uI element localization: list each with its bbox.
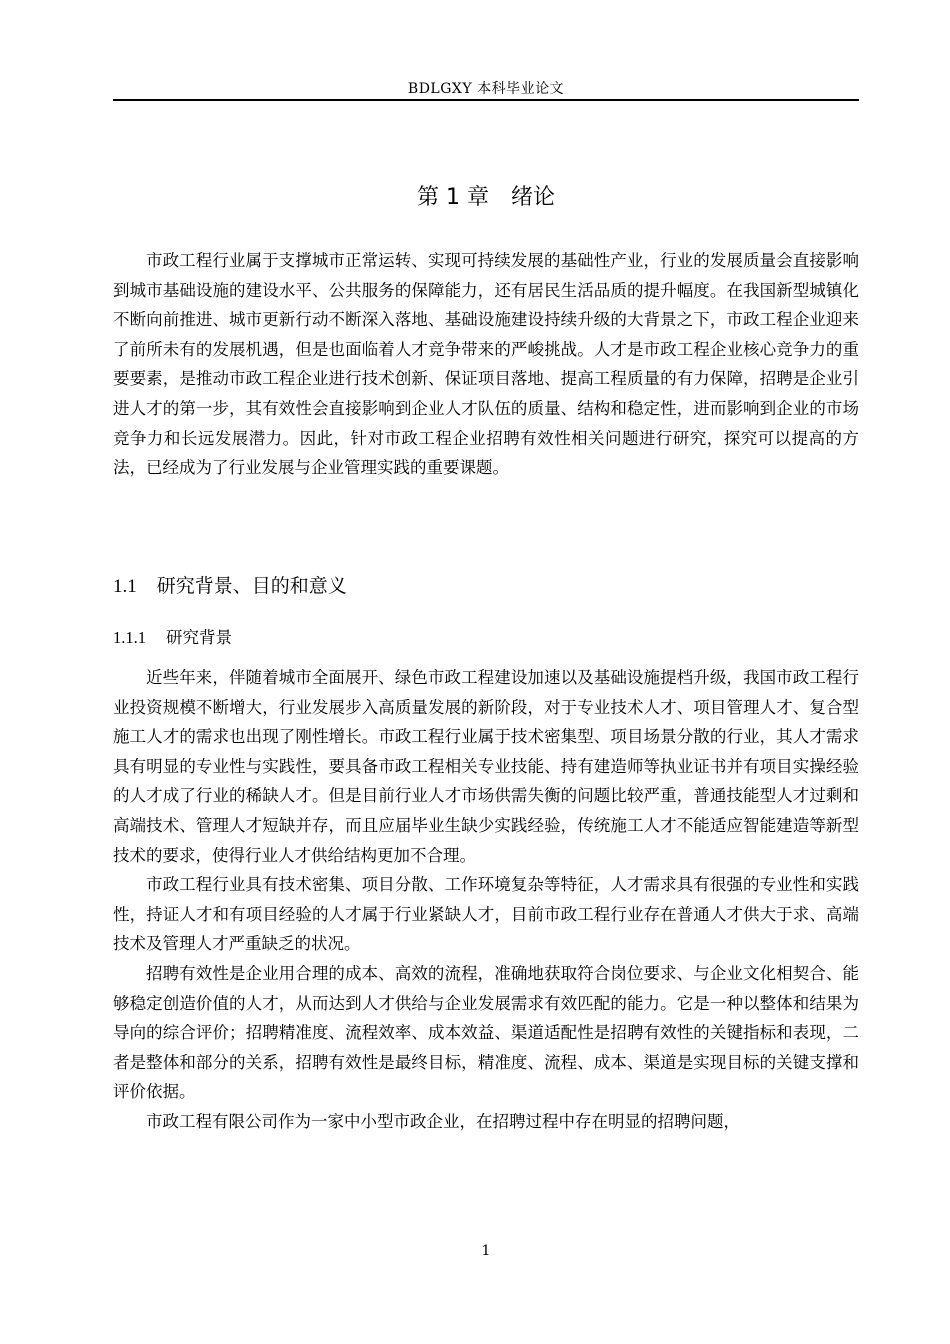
- section-heading-1-1: [113, 571, 347, 598]
- running-header: BDLGXY 本科毕业论文: [407, 81, 565, 97]
- body-paragraph: 近些年来，伴随着城市全面展开、绿色市政工程建设加速以及基础设施提档升级，我国市政工程行业投资规模不断增大，行业发展步入高质量发展的新阶段，对于专业技术人才、项目管理人才、复合型施工人才的需求也出现了刚性增长。市政工程行业属于技术密集型、项目场景分散的行业，其人才需求具有明显的专业性与实践性，要具备市政工程相关专业技能、持有建造师等执业证书并有项目实操经验的人才成了行业的稀缺人才。但是目前行业人才市场供需失衡的问题比较严重，普通技能型人才过剩和高端技术、管理人才短缺并存，而且应届毕业生缺少实践经验，传统施工人才不能适应智能建造等新型技术的要求，使得行业人才供给结构更加不合理。: [113, 668, 859, 865]
- chapter-title: 第 1 章 绪论: [417, 185, 555, 210]
- section-number: 1.1: [113, 576, 137, 597]
- subsection-number: 1.1.1: [113, 628, 146, 647]
- subsection-title: 研究背景: [166, 628, 232, 647]
- header-rule: [113, 99, 859, 101]
- intro-paragraph: 市政工程行业属于支撑城市正常运转、实现可持续发展的基础性产业，行业的发展质量会直接影响到城市基础设施的建设水平、公共服务的保障能力，还有居民生活品质的提升幅度。在我国新型城镇化不断向前推进、城市更新行动不断深入落地、基础设施建设持续升级的大背景之下，市政工程企业迎来了前所未有的发展机遇，但是也面临着人才竞争带来的严峻挑战。人才是市政工程企业核心竞争力的重要要素，是推动市政工程企业进行技术创新、保证项目落地、提高工程质量的有力保障，招聘是企业引进人才的第一步，其有效性会直接影响到企业人才队伍的质量、结构和稳定性，进而影响到企业的市场竞争力和长远发展潜力。因此，针对市政工程企业招聘有效性相关问题进行研究，探究可以提高的方法，已经成为了行业发展与企业管理实践的重要课题。: [113, 251, 859, 478]
- background-section: [113, 663, 859, 1137]
- intro-section: [113, 246, 859, 483]
- body-paragraph: 市政工程行业具有技术密集、项目分散、工作环境复杂等特征，人才需求具有很强的专业性和实践性，持证人才和有项目经验的人才属于行业紧缺人才，目前市政工程行业存在普通人才供大于求、高端技术及管理人才严重缺乏的状况。: [113, 875, 859, 954]
- subsection-heading-1-1-1: [113, 624, 232, 648]
- body-paragraph: 市政工程有限公司作为一家中小型市政企业，在招聘过程中存在明显的招聘问题，: [146, 1111, 740, 1131]
- section-title: 研究背景、目的和意义: [156, 575, 347, 597]
- page-number: 1: [481, 1243, 491, 1259]
- body-paragraph: 招聘有效性是企业用合理的成本、高效的流程，准确地获取符合岗位要求、与企业文化相契合、能够稳定创造价值的人才，从而达到人才供给与企业发展需求有效匹配的能力。它是一种以整体和结果为导向的综合评价；招聘精准度、流程效率、成本效益、渠道适配性是招聘有效性的关键指标和表现，二者是整体和部分的关系，招聘有效性是最终目标，精准度、流程、成本、渠道是实现目标的关键支撑和评价依据。: [113, 963, 859, 1102]
